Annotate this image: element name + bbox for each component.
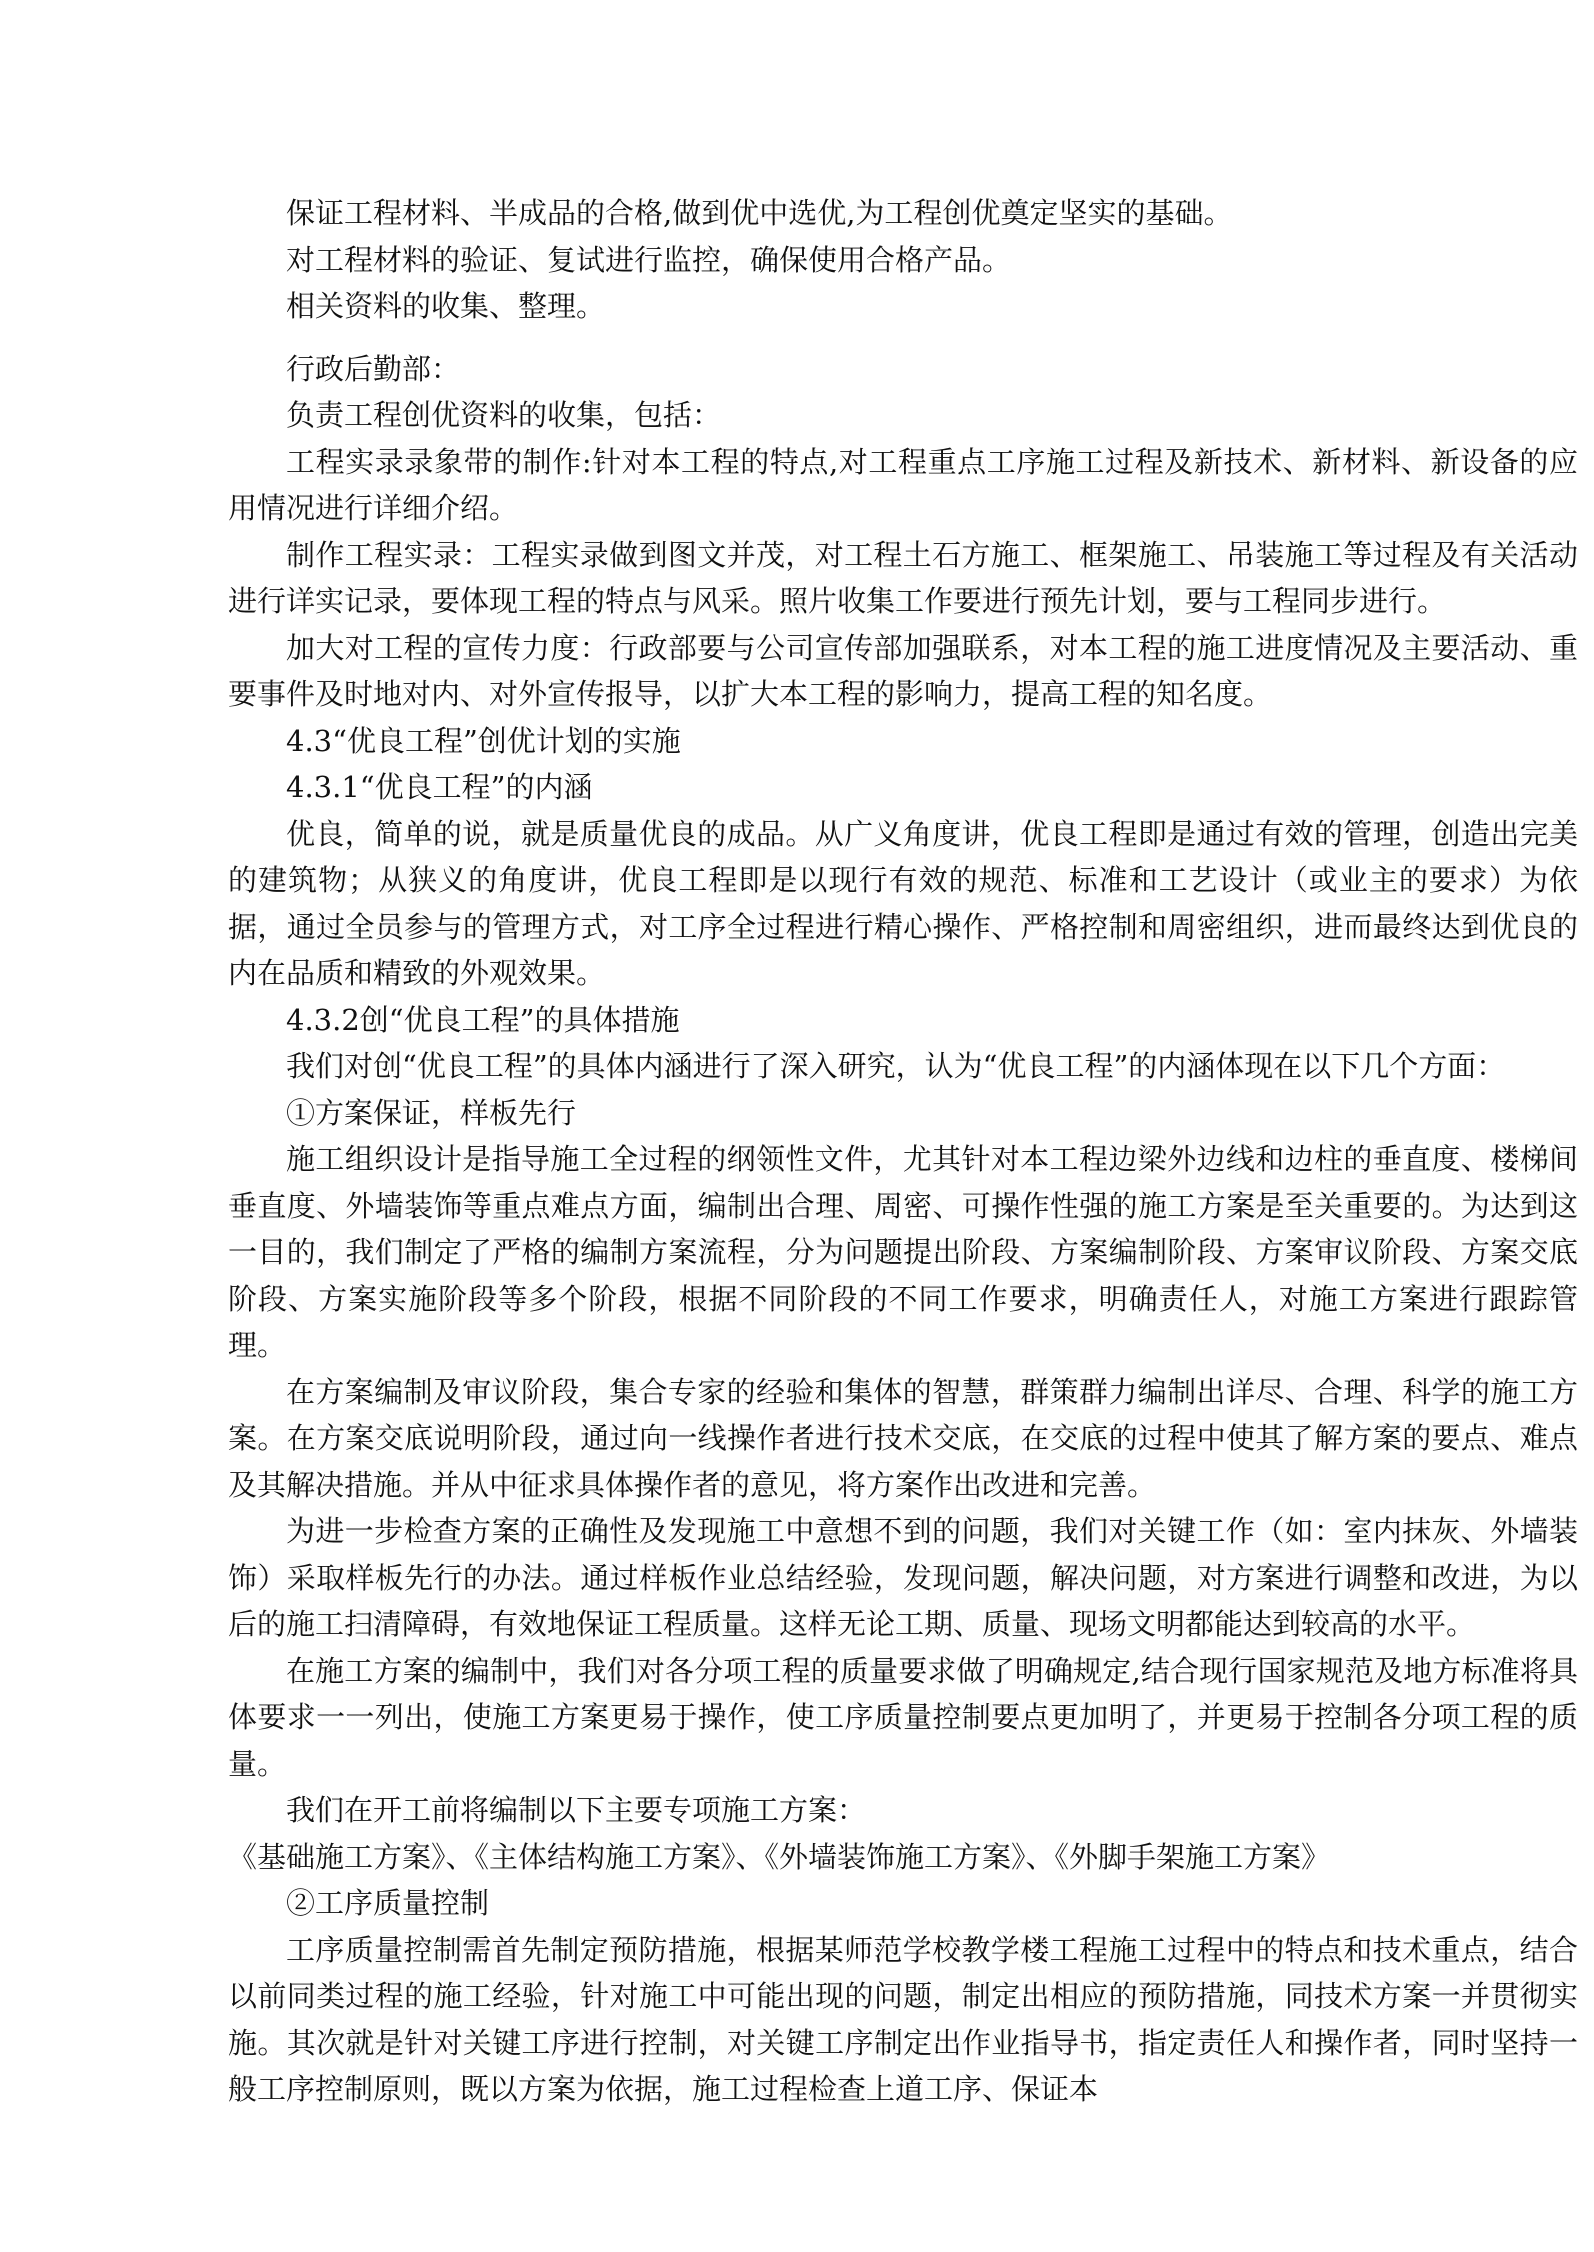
paragraph-quality-definition: 优良，简单的说，就是质量优良的成品。从广义角度讲，优良工程即是通过有效的管理，创造出完美的建筑物；从狭义的角度讲，优良工程即是以现行有效的规范、标准和工艺设计（或业主的要求）为依据，通过全员参与的管理方式，对工序全过程进行精心操作、严格控制和周密组织，进而最终达到优良的内在品质和精致的外观效果。 xyxy=(228,816,1578,990)
section-heading-4-3-1: 4.3.1“优良工程”的内涵 xyxy=(286,770,593,804)
section-heading-4-3-2: 4.3.2创“优良工程”的具体措施 xyxy=(286,1002,680,1037)
document-page xyxy=(228,190,1578,2113)
section-heading-4-3: 4.3“优良工程”创优计划的实施 xyxy=(286,723,681,758)
paragraph-plan-requirements: 在施工方案的编制中，我们对各分项工程的质量要求做了明确规定,结合现行国家规范及地方标准将具体要求一一列出，使施工方案更易于操作，使工序质量控制要点更加明了，并更易于控制各分项工程的质量。 xyxy=(228,1653,1578,1781)
paragraph-special-plans-intro: 我们在开工前将编制以下主要专项施工方案： xyxy=(286,1793,867,1827)
subheading-plan-guarantee: ①方案保证，样板先行 xyxy=(286,1095,577,1130)
paragraph-video-record: 工程实录录象带的制作:针对本工程的特点,对工程重点工序施工过程及新技术、新材料、新设备的应用情况进行详细介绍。 xyxy=(228,444,1578,525)
paragraph-publicity: 加大对工程的宣传力度：行政部要与公司宣传部加强联系，对本工程的施工进度情况及主要活动、重要事件及时地对内、对外宣传报导，以扩大本工程的影响力，提高工程的知名度。 xyxy=(228,630,1578,711)
paragraph-document-collection: 相关资料的收集、整理。 xyxy=(286,289,606,323)
paragraph-project-record: 制作工程实录：工程实录做到图文并茂，对工程土石方施工、框架施工、吊装施工等过程及有关活动进行详实记录，要体现工程的特点与风采。照片收集工作要进行预先计划，要与工程同步进行。 xyxy=(228,537,1578,618)
paragraph-special-plans-list: 《基础施工方案》、《主体结构施工方案》、《外墙装饰施工方案》、《外脚手架施工方案》 xyxy=(228,1839,1331,1874)
paragraph-research-intro: 我们对创“优良工程”的具体内涵进行了深入研究，认为“优良工程”的内涵体现在以下几个方面： xyxy=(286,1049,1506,1083)
paragraph-process-control: 工序质量控制需首先制定预防措施，根据某师范学校教学楼工程施工过程中的特点和技术重点，结合以前同类过程的施工经验，针对施工中可能出现的问题，制定出相应的预防措施，同技术方案一并贯彻实施。其次就是针对关键工序进行控制，对关键工序制定出作业指导书，指定责任人和操作者，同时坚持一般工序控制原则，既以方案为依据，施工过程检查上道工序、保证本 xyxy=(228,1932,1578,2106)
paragraph-admin-responsibility: 负责工程创优资料的收集，包括： xyxy=(286,398,722,432)
paragraph-sample-first: 为进一步检查方案的正确性及发现施工中意想不到的问题，我们对关键工作（如：室内抹灰、外墙装饰）采取样板先行的办法。通过样板作业总结经验，发现问题，解决问题，对方案进行调整和改进，为以后的施工扫清障碍，有效地保证工程质量。这样无论工期、质量、现场文明都能达到较高的水平。 xyxy=(228,1514,1578,1641)
subheading-process-control: ②工序质量控制 xyxy=(286,1886,490,1920)
paragraph-material-qualification: 保证工程材料、半成品的合格,做到优中选优,为工程创优奠定坚实的基础。 xyxy=(286,196,1233,230)
paragraph-construction-design: 施工组织设计是指导施工全过程的纲领性文件，尤其针对本工程边梁外边线和边柱的垂直度、楼梯间垂直度、外墙装饰等重点难点方面，编制出合理、周密、可操作性强的施工方案是至关重要的。为达到这一目的，我们制定了严格的编制方案流程，分为问题提出阶段、方案编制阶段、方案审议阶段、方案交底阶段、方案实施阶段等多个阶段，根据不同阶段的不同工作要求，明确责任人，对施工方案进行跟踪管理。 xyxy=(228,1142,1578,1362)
section-heading-admin-logistics: 行政后勤部： xyxy=(286,351,461,386)
paragraph-material-verification: 对工程材料的验证、复试进行监控，确保使用合格产品。 xyxy=(286,242,1012,277)
paragraph-plan-review: 在方案编制及审议阶段，集合专家的经验和集体的智慧，群策群力编制出详尽、合理、科学的施工方案。在方案交底说明阶段，通过向一线操作者进行技术交底，在交底的过程中使其了解方案的要点、难点及其解决措施。并从中征求具体操作者的意见，将方案作出改进和完善。 xyxy=(228,1374,1578,1502)
